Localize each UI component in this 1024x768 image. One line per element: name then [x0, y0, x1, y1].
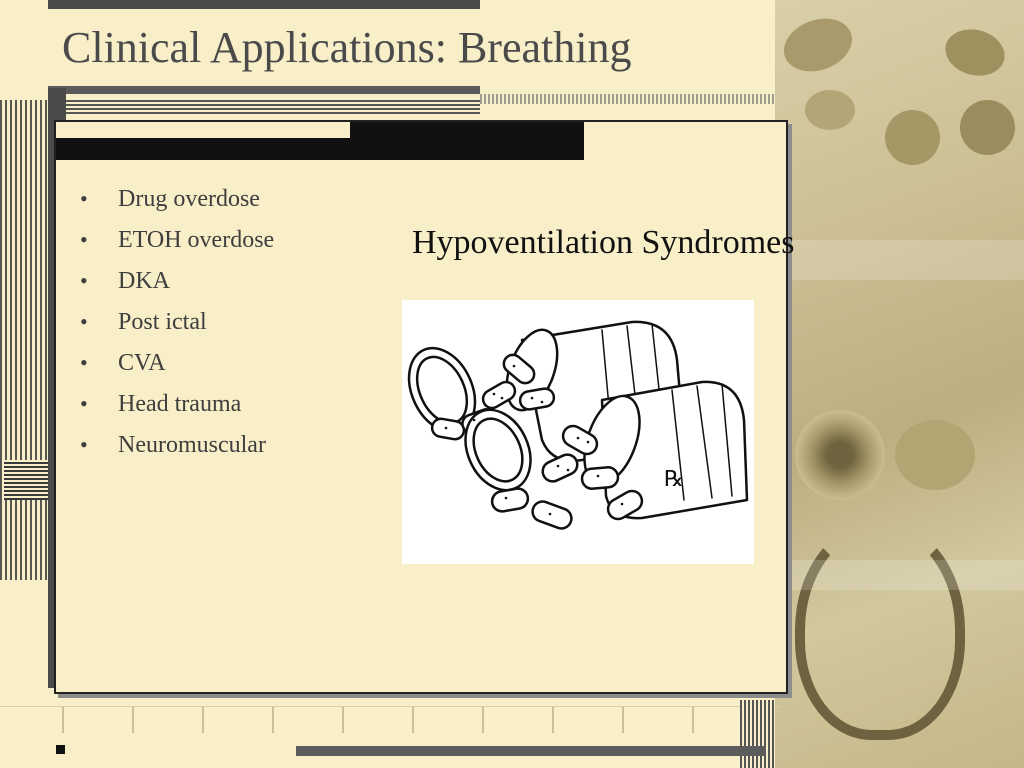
pill-shape — [885, 110, 940, 165]
divider-bar — [48, 86, 480, 94]
list-item — [80, 350, 274, 391]
bullet-text: Post ictal — [118, 309, 207, 335]
bullet-icon: • — [80, 309, 88, 334]
list-item — [80, 268, 274, 309]
pill-shape — [805, 90, 855, 130]
left-stripes — [0, 100, 48, 580]
divider-stripes-right — [480, 94, 775, 104]
bullet-text: Head trauma — [118, 391, 242, 417]
bullet-icon: • — [80, 432, 88, 457]
hand-shape — [895, 420, 975, 490]
list-item — [80, 186, 274, 227]
pill-bottles-icon — [402, 300, 754, 564]
bottom-bar — [296, 746, 766, 756]
eye-shape — [795, 410, 885, 500]
bullet-icon: • — [80, 391, 88, 416]
box-header-bar — [56, 138, 584, 160]
ecg-line — [0, 706, 780, 733]
divider-stripes — [48, 100, 480, 114]
slide-title: Clinical Applications: Breathing — [62, 23, 632, 72]
bullet-list — [80, 186, 274, 473]
list-item — [80, 432, 274, 473]
bullet-text: CVA — [118, 350, 166, 376]
bullet-icon: • — [80, 227, 88, 252]
bullet-icon: • — [80, 268, 88, 293]
list-item — [80, 309, 274, 350]
pill-shape — [940, 23, 1010, 82]
list-item — [80, 227, 274, 268]
bullet-text: Drug overdose — [118, 186, 260, 212]
top-bar — [48, 0, 480, 9]
stethoscope-icon — [795, 520, 965, 740]
bottom-stripes — [740, 700, 775, 768]
bullet-icon: • — [80, 350, 88, 375]
svg-text:℞: ℞ — [664, 466, 684, 491]
collage-band — [775, 240, 1024, 280]
pill-shape — [960, 100, 1015, 155]
left-stripes-horizontal — [4, 460, 48, 500]
list-item — [80, 391, 274, 432]
content-box — [54, 120, 795, 694]
collage-band — [775, 560, 1024, 590]
bullet-text: DKA — [118, 268, 170, 294]
medical-collage-icon — [775, 0, 1024, 768]
bullet-text: Neuromuscular — [118, 432, 266, 458]
bullet-text: ETOH overdose — [118, 227, 275, 253]
bottom-square — [56, 745, 65, 754]
pill-shape — [777, 10, 860, 81]
box-header-tab — [350, 122, 584, 138]
bullet-icon: • — [80, 186, 88, 211]
section-heading: Hypoventilation Syndromes — [412, 224, 795, 261]
